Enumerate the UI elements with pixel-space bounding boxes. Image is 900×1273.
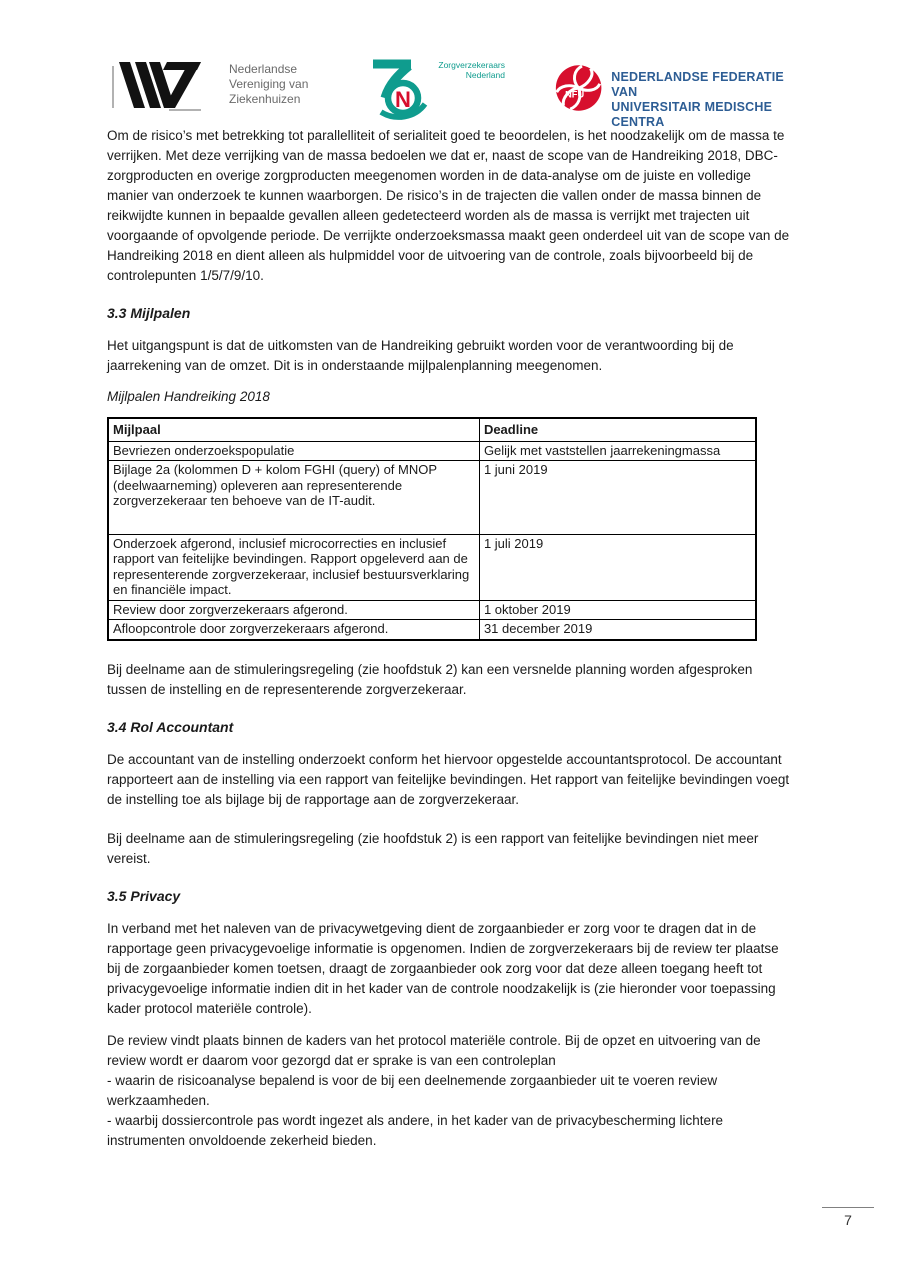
intro-paragraph: Om de risico’s met betrekking tot parallelliteit of serialiteit goed te beoordelen, is het noodzakelijk om de massa te verrijken. Met deze verrijking van de massa bedoelen we dat er, naast de scope van de Handreiking 2018, DBC-zorgproducten en overige zorgproducten meegenomen worden in de data-analyse om de juiste en volledige manier van onderzoek te kunnen waarborgen. De risico’s in de trajecten die vallen onder de massa binnen de reikwijdte kunnen in bepaalde gevallen alleen gedetecteerd worden als de massa is verrijkt met trajecten uit voorgaande of opvolgende periode. De verrijkte onderzoeksmassa maakt geen onderdeel uit van de scope van de Handreiking 2018 en dient alleen als hulpmiddel voor de uitvoering van de controle, zoals bijvoorbeeld bij de controlepunten 1/5/7/9/10.: [107, 128, 790, 283]
section-3-5-paragraph-1: In verband met het naleven van de privacywetgeving dient de zorgaanbieder er zorg voor te dragen dat in de rapportage geen privacygevoelige informatie is opgenomen. Indien de zorgverzekeraars bij de review ter plaatse bij de zorgaanbieder komen toetsen, draagt de zorgaanbieder ook zorg voor dat deze alleen toegang heeft tot privacygevoelige informatie indien dit in het kader van de controle noodzakelijk is (zie hieronder voor toepassing kader protocol materiële controle).: [107, 920, 779, 1016]
bullet-line-2: - waarbij dossiercontrole pas wordt ingezet als andere, in het kader van de privacybescherming lichtere instrumenten onvoldoende zekerheid bieden.: [107, 1112, 724, 1148]
paragraph-after-table: Bij deelname aan de stimuleringsregeling (zie hoofdstuk 2) kan een versnelde planning worden afgesproken tussen de instelling en de representerende zorgverzekeraar.: [107, 661, 753, 697]
zn-logo-text: [433, 60, 505, 80]
nvz-text-line1: Nederlandse: [229, 62, 298, 76]
section-heading-3-5: 3.5 Privacy: [107, 887, 181, 904]
cell-mijlpaal: Onderzoek afgerond, inclusief microcorrecties en inclusief rapport van feitelijke bevindingen. Rapport opgeleverd aan de representerende zorgverzekeraar, inclusief bestuursverklaring en financiële impact.: [108, 534, 479, 600]
section-heading-3-4: 3.4 Rol Accountant: [107, 718, 234, 735]
nfu-logo-icon: [555, 59, 602, 117]
table-row: [108, 441, 756, 461]
section-3-5-paragraph-2: [107, 1031, 795, 1151]
logo-header: [107, 58, 795, 129]
nfu-text-line1: NEDERLANDSE FEDERATIE VAN: [611, 70, 784, 99]
nfu-logo-text: [611, 70, 795, 130]
bullet-line-1: - waarin de risicoanalyse bepalend is voor de bij een deelnemende zorgaanbieder uit te voeren review werkzaamheden.: [107, 1072, 718, 1108]
nvz-logo-text: [229, 62, 308, 107]
table-row: [108, 600, 756, 620]
column-header-deadline: Deadline: [479, 418, 756, 441]
table-row: [108, 461, 756, 535]
nvz-text-line3: Ziekenhuizen: [229, 92, 301, 106]
cell-deadline: 1 juni 2019: [479, 461, 756, 535]
cell-deadline: 1 juli 2019: [479, 534, 756, 600]
cell-mijlpaal: Bijlage 2a (kolommen D + kolom FGHI (query) of MNOP (deelwaarneming) opleveren aan representerende zorgverzekeraar ten behoeve van de IT-audit.: [108, 461, 479, 535]
nvz-logo: [111, 58, 308, 116]
section-3-3-paragraph: Het uitgangspunt is dat de uitkomsten van de Handreiking gebruikt worden voor de verantwoording bij de jaarrekening van de omzet. Dit is in onderstaande mijlpalenplanning meegenomen.: [107, 338, 734, 373]
review-intro-line: De review vindt plaats binnen de kaders van het protocol materiële controle. Bij de opzet en uitvoering van de review wordt er daarom voor gezorgd dat er sprake is van een controleplan: [107, 1032, 761, 1068]
section-3-4-paragraph-1: De accountant van de instelling onderzoekt conform het hiervoor opgestelde accountantsprotocol. De accountant rapporteert aan de instelling via een rapport van feitelijke bevindingen. Het rapport van feitelijke bevindingen voegt de instelling toe als bijlage bij de rapportage aan de zorgverzekeraar.: [107, 751, 790, 807]
zn-logo-icon: [365, 58, 431, 120]
nfu-logo: [555, 58, 795, 130]
table-header-row: [108, 418, 756, 441]
nvz-logo-icon: [111, 58, 203, 116]
zn-text-line1: Zorgverzekeraars: [438, 60, 505, 70]
table-caption: Mijlpalen Handreiking 2018: [107, 389, 270, 404]
zn-text-line2: Nederland: [465, 70, 505, 80]
section-3-4-paragraph-2: Bij deelname aan de stimuleringsregeling (zie hoofdstuk 2) is een rapport van feitelijke bevindingen niet meer vereist.: [107, 830, 759, 866]
cell-mijlpaal: Review door zorgverzekeraars afgerond.: [108, 600, 479, 620]
nfu-text-line2: UNIVERSITAIR MEDISCHE CENTRA: [611, 100, 773, 129]
cell-mijlpaal: Afloopcontrole door zorgverzekeraars afgerond.: [108, 620, 479, 640]
footer-divider: [822, 1207, 874, 1208]
nvz-text-line2: Vereniging van: [229, 77, 309, 91]
section-heading-3-3: 3.3 Mijlpalen: [107, 305, 191, 321]
cell-deadline: Gelijk met vaststellen jaarrekeningmassa: [479, 441, 756, 461]
page-number: 7: [844, 1212, 852, 1228]
table-row: [108, 534, 756, 600]
nfu-mark-label: NFU: [565, 89, 585, 100]
cell-mijlpaal: Bevriezen onderzoekspopulatie: [108, 441, 479, 461]
zn-logo: [365, 58, 505, 120]
zn-n-letter: N: [395, 87, 411, 112]
milestones-table: [107, 417, 757, 641]
cell-deadline: 31 december 2019: [479, 620, 756, 640]
table-row: [108, 620, 756, 640]
cell-deadline: 1 oktober 2019: [479, 600, 756, 620]
column-header-mijlpaal: Mijlpaal: [108, 418, 479, 441]
